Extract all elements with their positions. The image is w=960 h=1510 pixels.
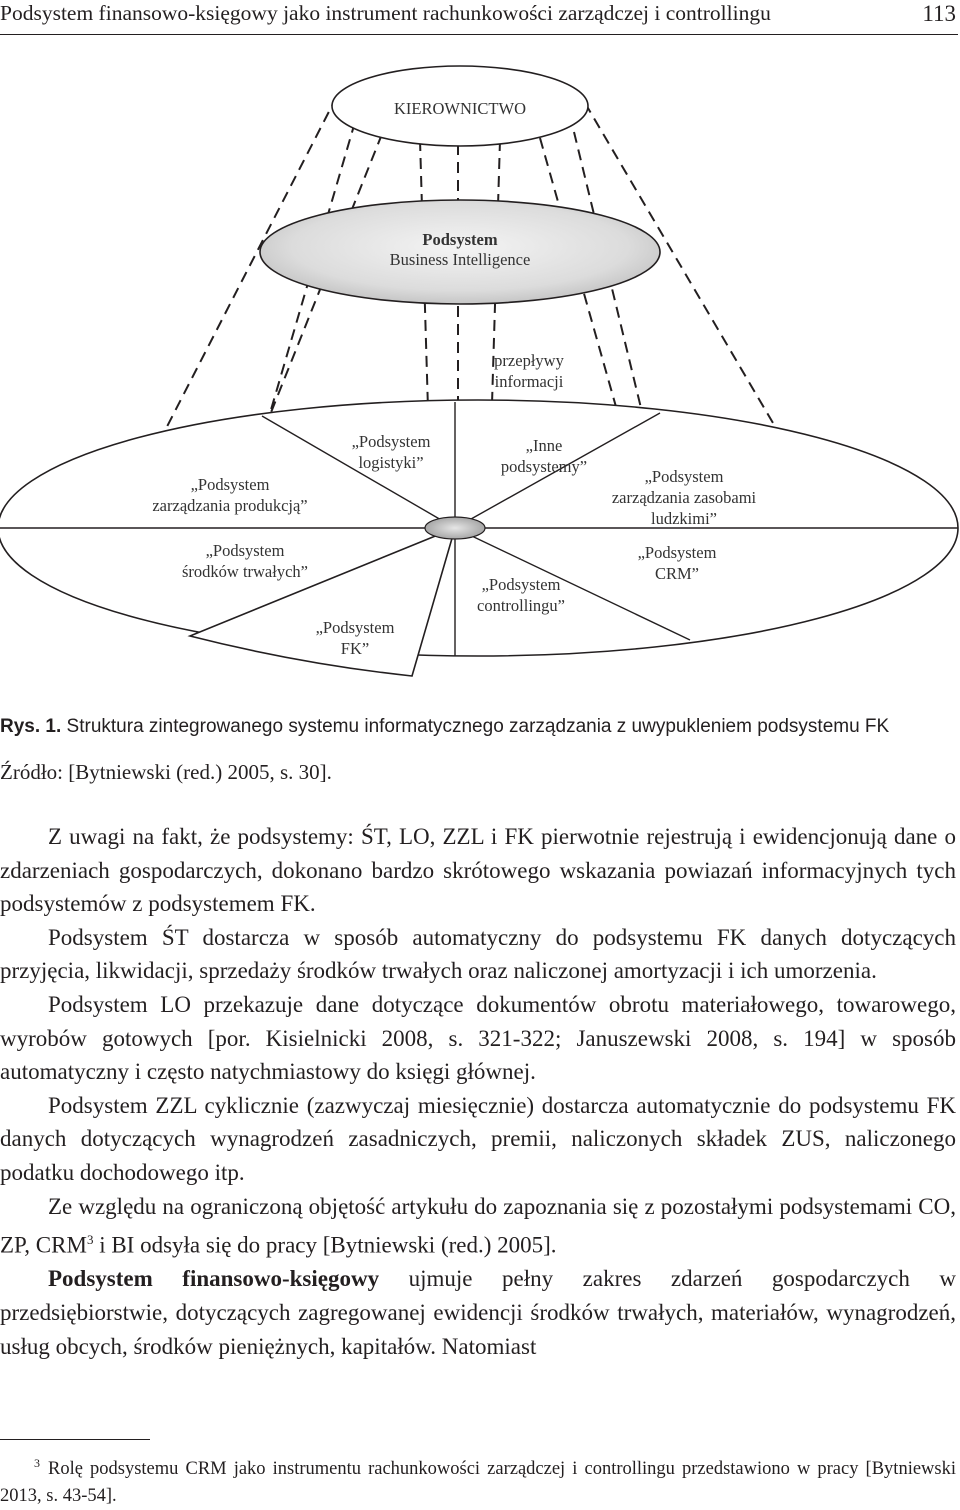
footnote — [0, 1450, 956, 1510]
footnote-mark: 3 — [34, 1456, 40, 1470]
running-header — [0, 0, 960, 30]
footnote-text: Rolę podsystemu CRM jako instrumentu rachunkowości zarządczej i controllingu przedstawiono w pracy [Bytniewski 2013, s. 43-54]. — [0, 1459, 956, 1507]
seg-ctrl-2: controllingu” — [477, 596, 565, 615]
footnote-rule — [0, 1439, 150, 1440]
seg-inne-2: podsystemy” — [500, 457, 588, 476]
caption-text: Struktura zintegrowanego systemu informatycznego zarządzania z uwypukleniem podsystemu FK — [66, 716, 890, 737]
caption-label: Rys. 1. — [0, 716, 62, 737]
paragraph-5-b: i BI odsyła się do pracy [Bytniewski (red.) 2005]. — [93, 1232, 557, 1258]
page-number: 113 — [922, 1, 956, 26]
wheel-hub — [425, 517, 485, 539]
seg-prod-1: „Podsystem — [190, 475, 270, 494]
seg-zzl-3: ludzkimi” — [651, 509, 717, 528]
seg-fk-1: „Podsystem — [315, 618, 395, 637]
seg-crm-2: CRM” — [654, 564, 700, 583]
running-title: Podsystem finansowo-księgowy jako instrument rachunkowości zarządczej i controllingu — [0, 1, 771, 25]
seg-log-2: logistyki” — [358, 453, 424, 472]
figure-source: Źródło: [Bytniewski (red.) 2005, s. 30]. — [0, 760, 332, 784]
seg-st-2: środków trwałych” — [181, 562, 309, 581]
seg-fk-2: FK” — [340, 639, 370, 658]
paragraph-1: Z uwagi na fakt, że podsystemy: ŚT, LO, ZZL i FK pierwotnie rejestrują i ewidencjonują dane o zdarzeniach gospodarczych, dokonano bardzo skrótowego wskazania powiazań informacyjnych tych podsystemów z podsystemem FK. — [0, 824, 956, 917]
seg-ctrl-1: „Podsystem — [481, 575, 561, 594]
paragraph-6 — [0, 1262, 956, 1363]
figure-diagram — [0, 40, 960, 680]
seg-inne-1: „Inne — [525, 436, 563, 455]
footnote-ref: 3 — [86, 1232, 94, 1248]
paragraph-2: Podsystem ŚT dostarcza w sposób automatyczny do podsystemu FK danych dotyczących przyjęcia, likwidacji, sprzedaży środków trwałych oraz naliczonej amortyzacji i ich umorzenia. — [0, 924, 956, 984]
seg-st-1: „Podsystem — [205, 541, 285, 560]
seg-zzl-2: zarządzania zasobami — [611, 488, 757, 507]
paragraph-6-rest: ujmuje pełny zakres zdarzeń gospodarczych w przedsiębiorstwie, dotyczących zagregowanej ewidencji środków trwałych, materiałów, wynagrodzeń, usług obcych, środków pieniężnych, kapitałów. Natomiast — [0, 1266, 957, 1359]
management-label: KIEROWNICTWO — [394, 99, 526, 118]
figure-caption — [0, 716, 960, 738]
bi-label-1: Podsystem — [422, 230, 498, 249]
paragraph-5 — [0, 1190, 956, 1263]
paragraph-3: Podsystem LO przekazuje dane dotyczące dokumentów obrotu materiałowego, towarowego, wyrobów gotowych [por. Kisielnicki 2008, s. 321-322; Januszewski 2008, s. 194] w sposób automatyczny i często natychmiastowy do księgi głównej. — [0, 991, 956, 1085]
bi-label-2: Business Intelligence — [389, 250, 531, 269]
body-text — [0, 820, 956, 1363]
flow-label-1: przepływy — [494, 351, 564, 370]
paragraph-4: Podsystem ZZL cyklicznie (zazwyczaj miesięcznie) dostarcza automatycznie do podsystemu FK danych dotyczących wynagrodzeń zasadniczych, premii, naliczonych składek ZUS, naliczonego podatku dochodowego itp. — [0, 1092, 956, 1185]
seg-log-1: „Podsystem — [351, 432, 431, 451]
header-rule — [0, 34, 958, 35]
paragraph-6-bold: Podsystem finansowo-księgowy — [48, 1266, 380, 1292]
seg-crm-1: „Podsystem — [637, 543, 717, 562]
seg-prod-2: zarządzania produkcją” — [152, 496, 308, 515]
seg-zzl-1: „Podsystem — [644, 467, 724, 486]
flow-label-2: informacji — [494, 372, 564, 391]
paragraph-5-a: Ze względu na ograniczoną objętość artykułu do zapoznania się z pozostałymi podsystemami CO, ZP, CRM — [0, 1193, 956, 1258]
